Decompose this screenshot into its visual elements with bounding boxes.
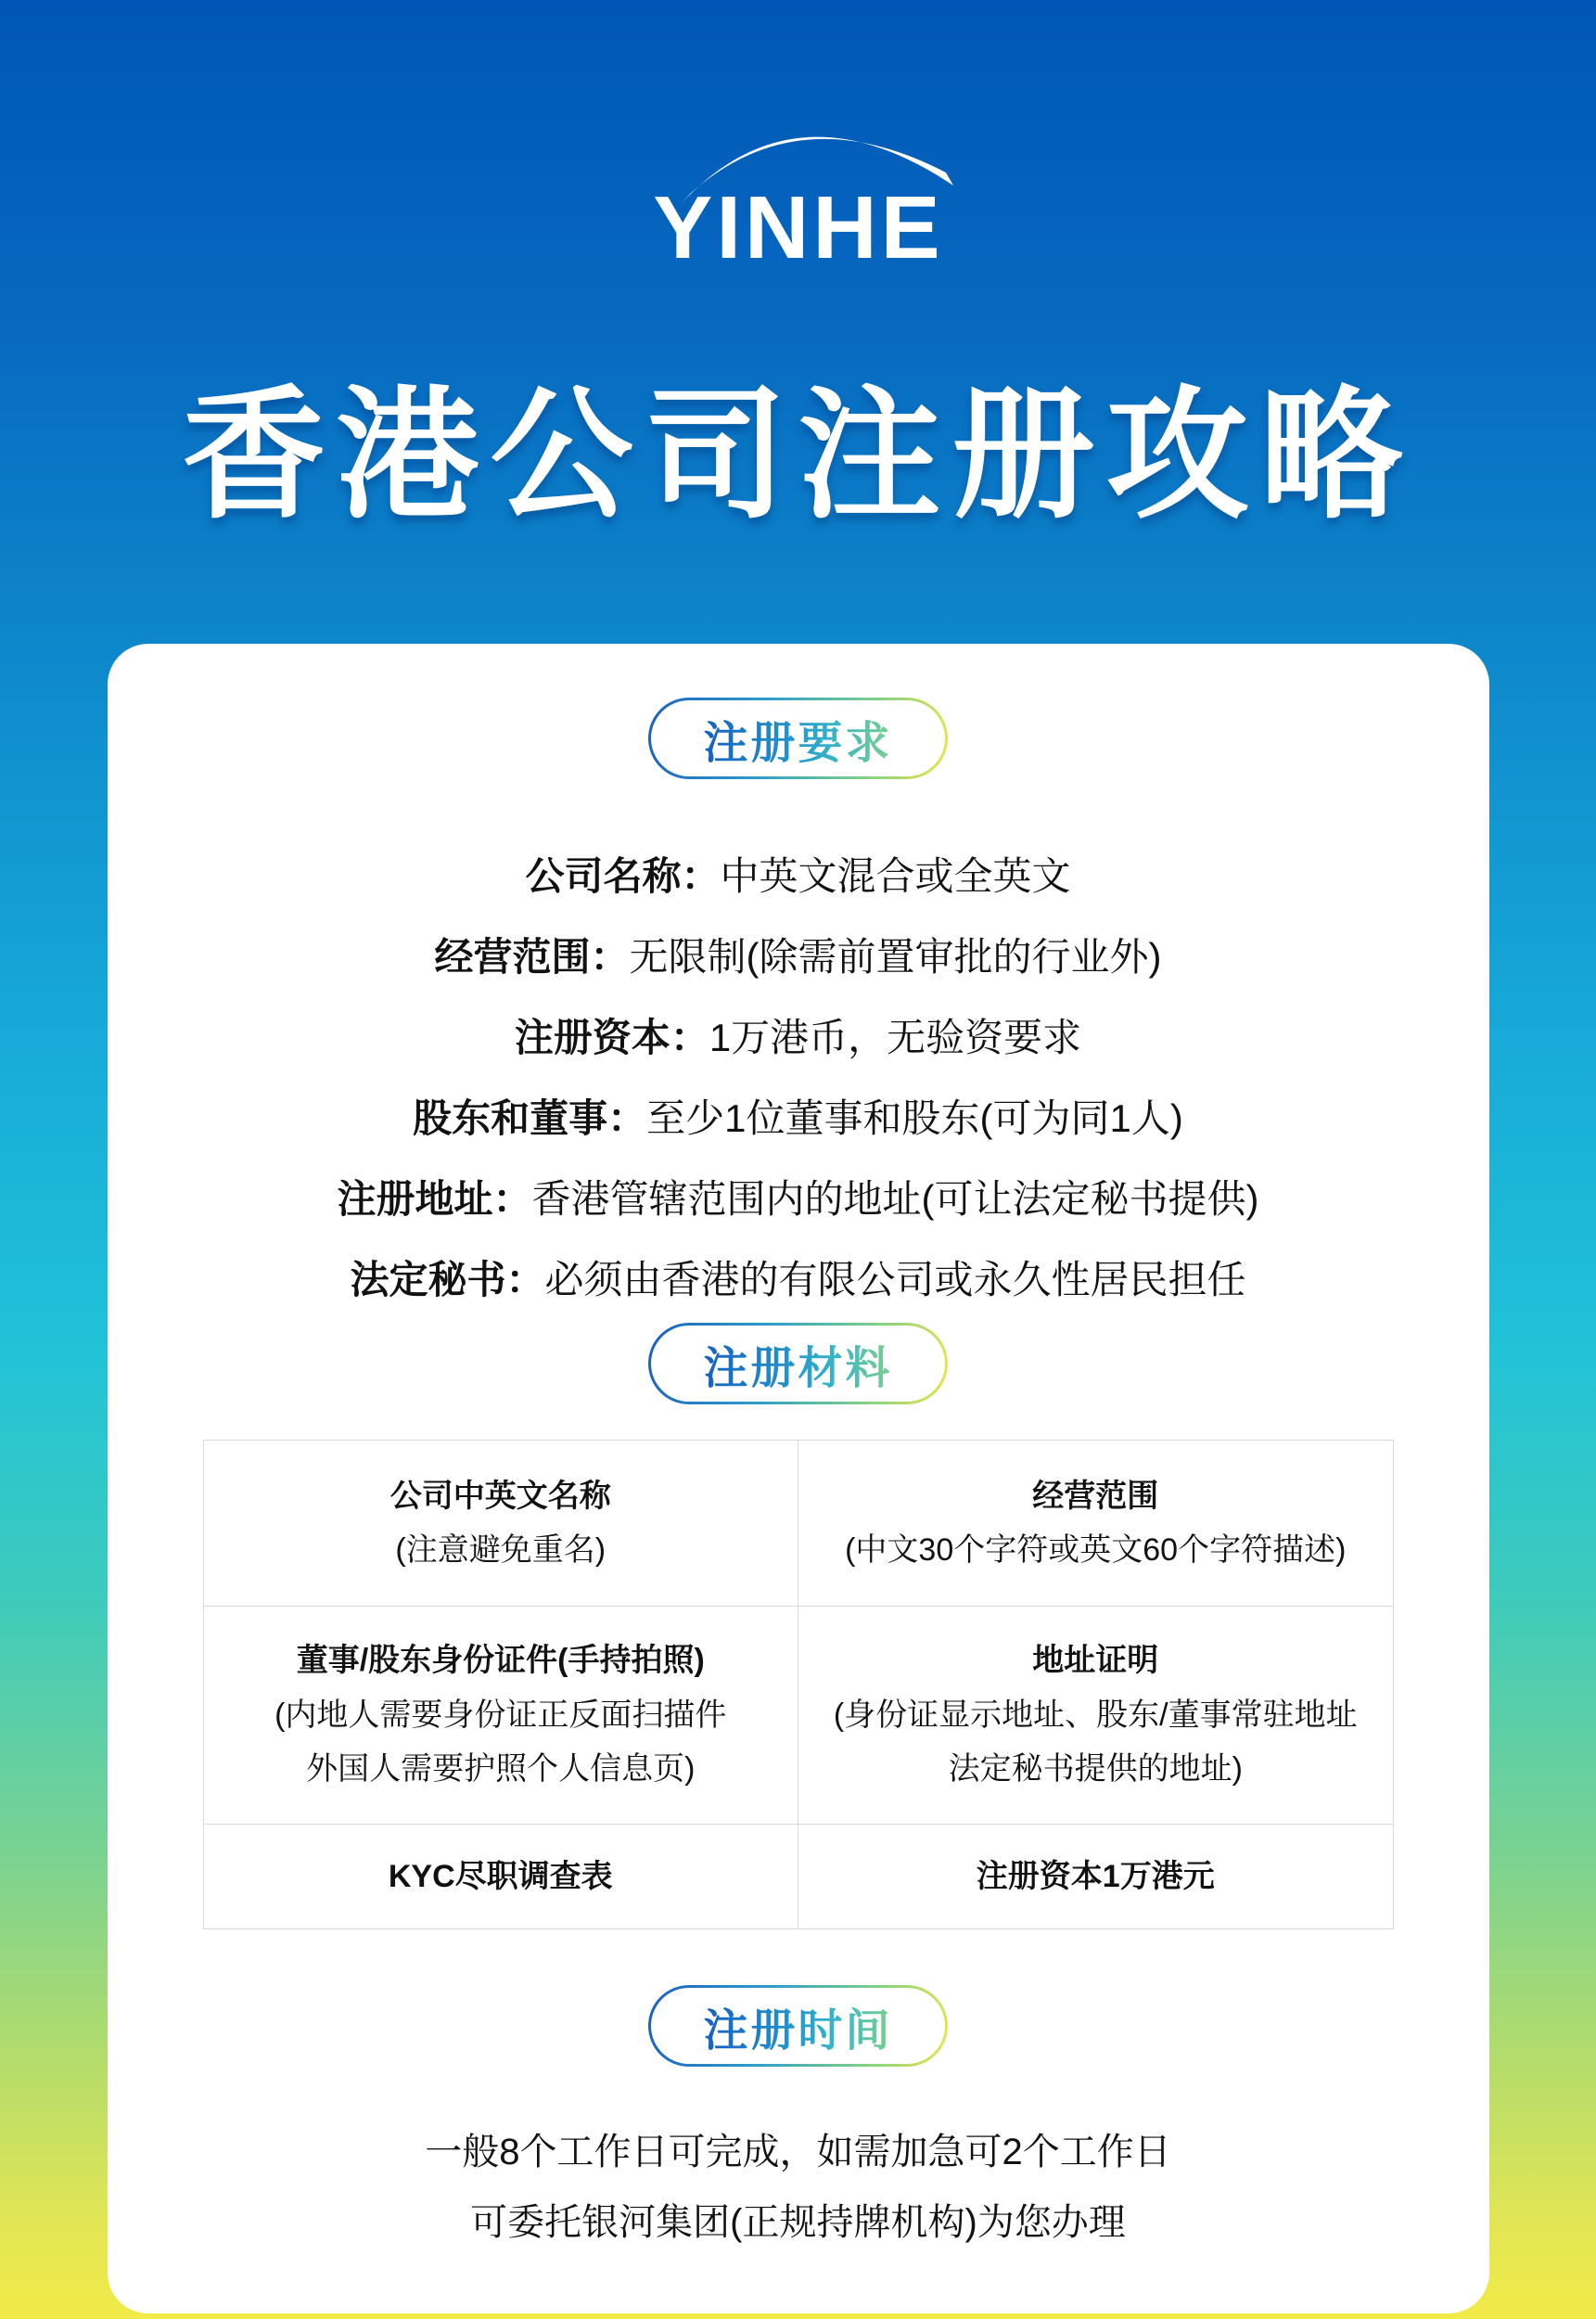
material-cell — [798, 1607, 1394, 1825]
timeline-badge-label: 注册时间 — [703, 1994, 892, 2058]
materials-table — [203, 1440, 1394, 1929]
requirement-label: 注册资本： — [514, 1015, 709, 1059]
material-title: 董事/股东身份证件(手持拍照) — [296, 1643, 705, 1679]
material-note: 法定秘书提供的地址) — [948, 1751, 1243, 1787]
requirements-section-header — [200, 698, 1397, 779]
material-title: 地址证明 — [1032, 1643, 1159, 1679]
material-note: (内地人需要身份证正反面扫描件 — [275, 1697, 727, 1733]
requirements-badge — [648, 698, 947, 779]
requirements-badge-label: 注册要求 — [703, 707, 892, 771]
table-row — [203, 1607, 1393, 1825]
requirement-label: 股东和董事： — [413, 1095, 647, 1140]
timeline-line: 一般8个工作日可完成，如需加急可2个工作日 — [425, 2131, 1171, 2172]
requirement-item — [200, 914, 1397, 994]
requirement-label: 公司名称： — [525, 853, 721, 898]
logo-wordmark: YINHE — [652, 178, 944, 265]
requirement-value: 无限制(除需前置审批的行业外) — [629, 934, 1162, 979]
content-card — [108, 644, 1489, 2313]
requirement-item — [200, 1236, 1397, 1317]
requirement-label: 法定秘书： — [350, 1257, 545, 1301]
timeline-section-header — [200, 1985, 1397, 2067]
arc-swoosh-icon — [599, 100, 998, 265]
material-note: 外国人需要护照个人信息页) — [306, 1751, 696, 1787]
requirement-value: 必须由香港的有限公司或永久性居民担任 — [544, 1257, 1246, 1301]
requirement-item — [200, 1075, 1397, 1156]
material-note: (注意避免重名) — [395, 1532, 606, 1568]
requirement-value: 1万港币，无验资要求 — [709, 1015, 1082, 1059]
material-cell — [203, 1441, 798, 1607]
requirement-value: 至少1位董事和股东(可为同1人) — [646, 1095, 1183, 1140]
requirement-value: 香港管辖范围内的地址(可让法定秘书提供) — [531, 1176, 1259, 1221]
material-title: 经营范围 — [1032, 1478, 1159, 1514]
material-cell — [798, 1441, 1394, 1607]
requirement-label: 经营范围： — [434, 934, 630, 979]
material-note: (身份证显示地址、股东/董事常驻地址 — [833, 1697, 1358, 1733]
table-row — [203, 1441, 1393, 1607]
material-cell — [798, 1825, 1394, 1929]
requirement-item — [200, 833, 1397, 914]
material-cell — [203, 1607, 798, 1825]
table-row — [203, 1825, 1393, 1929]
material-title: KYC尽职调查表 — [388, 1858, 613, 1894]
materials-badge-label: 注册材料 — [703, 1332, 892, 1396]
requirement-value: 中英文混合或全英文 — [720, 853, 1071, 898]
page-title: 香港公司注册攻略 — [182, 376, 1414, 535]
materials-section-header — [200, 1323, 1397, 1404]
material-title: 注册资本1万港元 — [976, 1858, 1215, 1894]
material-title: 公司中英文名称 — [389, 1478, 611, 1514]
requirement-item — [200, 1156, 1397, 1236]
brand-logo — [0, 0, 1596, 265]
material-note: (中文30个字符或英文60个字符描述) — [845, 1532, 1347, 1568]
requirements-list — [200, 833, 1397, 1317]
material-cell — [203, 1825, 798, 1929]
timeline-text — [200, 2113, 1397, 2254]
requirement-item — [200, 994, 1397, 1075]
materials-badge — [648, 1323, 947, 1404]
timeline-badge — [648, 1985, 947, 2067]
requirement-label: 注册地址： — [337, 1176, 532, 1221]
timeline-line: 可委托银河集团(正规持牌机构)为您办理 — [470, 2201, 1126, 2243]
